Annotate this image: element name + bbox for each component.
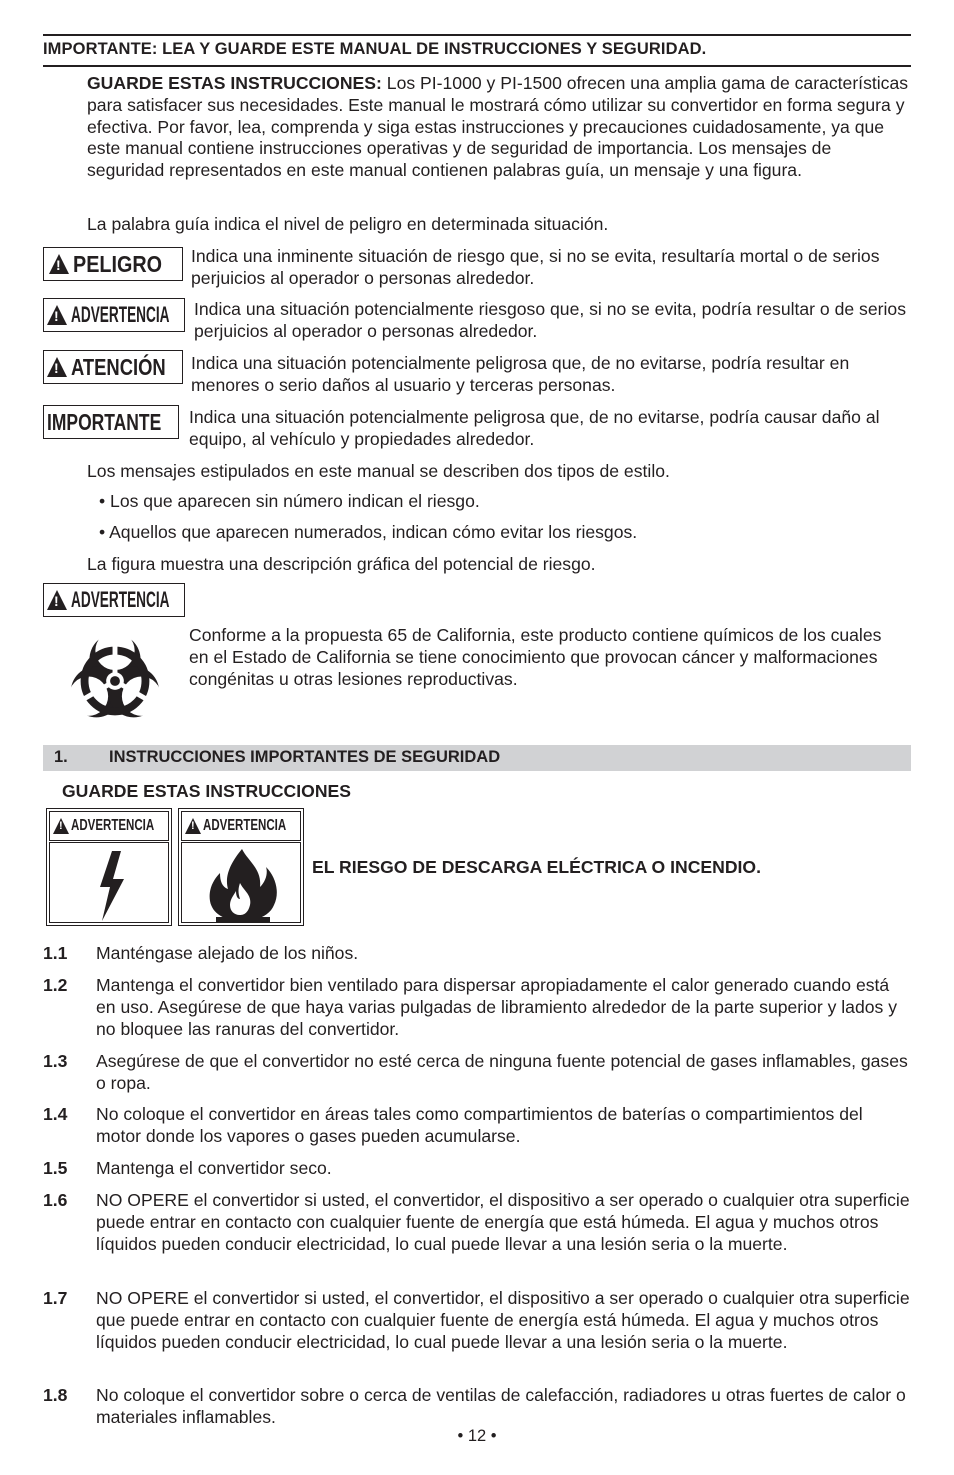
item-number: 1.7 [43, 1288, 68, 1308]
sign-label: ADVERTENCIA [71, 817, 155, 834]
item-text: Manténgase alejado de los niños. [96, 943, 359, 963]
section-header-bar [43, 745, 911, 771]
bullet-item: • Los que aparecen sin número indican el riesgo. [99, 491, 480, 511]
top-rule [43, 34, 911, 36]
figure-note: La figura muestra una descripción gráfica del potencial de riesgo. [87, 554, 596, 574]
sign-atencion [43, 350, 183, 384]
signal-word-note: La palabra guía indica el nivel de peligro en determinada situación. [87, 214, 609, 234]
intro-lead-text: Los PI-1000 y PI-1500 ofrecen una amplia gama de características para satisfacer sus necesidades. Este manual le mostrará cómo utilizar su convertidor en forma segura y efectiva. Por favor, lea, comprenda y siga estas instrucciones y precauciones cuidadosamente, ya que este manual contiene instrucciones operativas y de seguridad de importancia. Los mensajes de seguridad representados en este manual contienen palabras guía, un mensaje y una figura. [87, 73, 909, 181]
sign-label: ADVERTENCIA [203, 817, 287, 834]
sign-atencion-description: Indica una situación potencialmente peligrosa que, de no evitarse, podría resultar en menores o serio daños al usuario y terceras personas. [191, 353, 850, 395]
item-text: NO OPERE el convertidor si usted, el convertidor, el dispositivo a ser operado o cualquier otra superficie que puede entrar en contacto con cualquier fuente de energía está húmeda. El agua y muchos otros líquidos pueden conducir electricidad, lo cual puede llevar a una lesión seria o la muerte. [96, 1288, 910, 1352]
sign-label: IMPORTANTE [47, 408, 162, 435]
sign-label: ADVERTENCIA [71, 302, 170, 327]
item-number: 1.8 [43, 1385, 68, 1405]
section-number: 1. [54, 748, 68, 766]
item-text: Asegúrese de que el convertidor no esté cerca de ninguna fuente potencial de gases inflamables, gases o ropa. [96, 1051, 908, 1093]
sign-importante-description: Indica una situación potencialmente peligrosa que, de no evitarse, podría causar daño al equipo, al vehículo y propiedades alrededor. [189, 407, 880, 449]
warning-triangle-icon [49, 254, 69, 274]
fire-warning-sign [178, 808, 304, 926]
fire-icon [182, 843, 302, 923]
warning-triangle-icon [53, 818, 69, 834]
header-underline [43, 65, 911, 67]
risk-text: EL RIESGO DE DESCARGA ELÉCTRICA O INCENDIO. [312, 857, 762, 877]
section-subtitle: GUARDE ESTAS INSTRUCCIONES [62, 781, 352, 801]
small-sign-body [49, 842, 169, 923]
messages-intro: Los mensajes estipulados en este manual se describen dos tipos de estilo. [87, 461, 670, 481]
item-text: Mantenga el convertidor bien ventilado para dispersar apropiadamente el calor generado cuando está en uso. Asegúrese de que haya varias pulgadas de libramiento alrededor de la parte superior y lados y no bloquee las ranuras del convertidor. [96, 975, 898, 1039]
intro-paragraph [87, 73, 912, 182]
sign-importante [43, 405, 179, 439]
biohazard-icon [56, 624, 174, 736]
sign-label: ADVERTENCIA [71, 587, 170, 612]
item-text: No coloque el convertidor sobre o cerca de ventilas de calefacción, radiadores u otras fuertes de calor o materiales inflamables. [96, 1385, 906, 1427]
page-number: • 12 • [457, 1427, 497, 1445]
item-text: Mantenga el convertidor seco. [96, 1158, 332, 1178]
sign-label: ATENCIÓN [71, 353, 166, 380]
warning-triangle-icon [47, 305, 67, 325]
item-text: NO OPERE el convertidor si usted, el convertidor, el dispositivo a ser operado o cualquier otra superficie puede entrar en contacto con cualquier fuente de energía que está húmeda. El agua y muchos otros líquidos pueden conducir electricidad, lo cual puede llevar a una lesión seria o la muerte. [96, 1190, 910, 1254]
sign-advertencia-description: Indica una situación potencialmente riesgoso que, si no se evita, podría resultar o de serios perjuicios al operador o personas alrededor. [194, 299, 906, 341]
item-number: 1.1 [43, 943, 68, 963]
item-number: 1.5 [43, 1158, 68, 1178]
sign-peligro-description: Indica una inminente situación de riesgo que, si no se evita, resultaría mortal o de serios perjuicios al operador o personas alrededor. [191, 246, 880, 288]
item-number: 1.6 [43, 1190, 68, 1210]
section-title: INSTRUCCIONES IMPORTANTES DE SEGURIDAD [109, 748, 501, 766]
sign-advertencia [43, 298, 185, 332]
sign-advertencia-prop65 [43, 583, 185, 617]
item-number: 1.3 [43, 1051, 68, 1071]
intro-lead-bold: GUARDE ESTAS INSTRUCCIONES: [87, 73, 382, 93]
sign-peligro [43, 247, 183, 281]
item-number: 1.2 [43, 975, 68, 995]
warning-triangle-icon [185, 818, 201, 834]
warning-triangle-icon [47, 590, 67, 610]
bullet-item: • Aquellos que aparecen numerados, indican cómo evitar los riesgos. [99, 522, 638, 542]
page-header-title: IMPORTANTE: LEA Y GUARDE ESTE MANUAL DE INSTRUCCIONES Y SEGURIDAD. [43, 40, 707, 58]
small-sign-header [181, 811, 301, 841]
small-sign-body [181, 842, 301, 923]
electric-shock-icon [50, 843, 170, 923]
prop65-text: Conforme a la propuesta 65 de California, este producto contiene químicos de los cuales en el Estado de California se tiene conocimiento que provocan cáncer y malformaciones congénitas u otras lesiones reproductivas. [189, 625, 882, 689]
sign-label: PELIGRO [73, 250, 163, 277]
warning-triangle-icon [47, 357, 67, 377]
electric-shock-warning-sign [46, 808, 172, 926]
item-text: No coloque el convertidor en áreas tales como compartimientos de baterías o compartimientos del motor donde los vapores o gases pueden acumularse. [96, 1104, 863, 1146]
small-sign-header [49, 811, 169, 841]
item-number: 1.4 [43, 1104, 68, 1124]
